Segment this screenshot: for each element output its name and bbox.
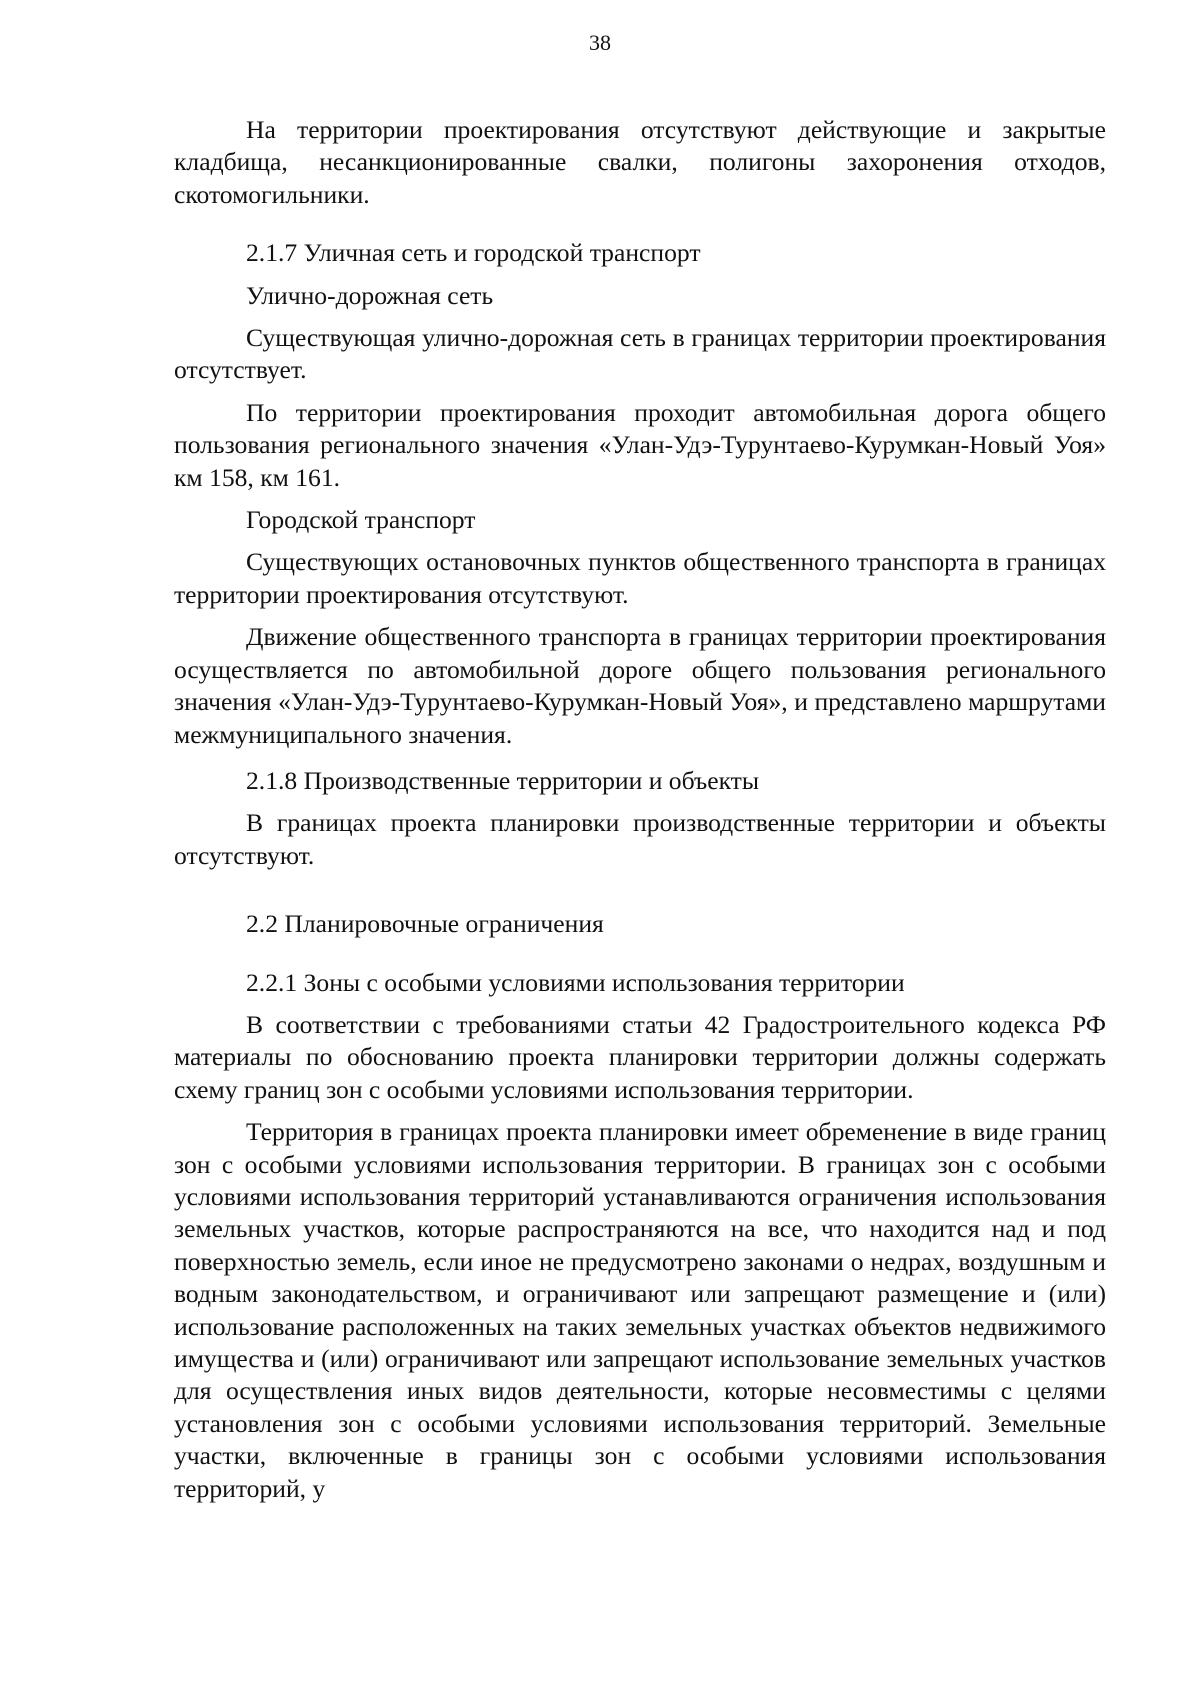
section-heading-2-1-7: 2.1.7 Уличная сеть и городской транспорт bbox=[246, 238, 701, 268]
paragraph-regional-road: По территории проектирования проходит автомобильная дорога общего пользования регионального значения «Улан-Удэ-Турунтаево-Курумкан-Новый Уоя» км 158, км 161. bbox=[174, 397, 1106, 492]
paragraph-no-industrial-territories: В границах проекта планировки производственные территории и объекты отсутствуют. bbox=[174, 808, 1106, 870]
subheading-city-transport: Городской транспорт bbox=[246, 505, 476, 535]
paragraph-public-transport-movement: Движение общественного транспорта в границах территории проектирования осуществляется по автомобильной дороге общего пользования регионального значения «Улан-Удэ-Турунтаево-Курумкан-Новый Уоя», и представлено маршрутами межмуниципального значения. bbox=[174, 622, 1106, 749]
page-number: 38 bbox=[589, 30, 611, 55]
section-heading-2-2-1: 2.2.1 Зоны с особыми условиями использования территории bbox=[246, 967, 905, 997]
paragraph-road-network-absent: Существующая улично-дорожная сеть в границах территории проектирования отсутствует. bbox=[174, 323, 1106, 385]
subheading-street-road-network: Улично-дорожная сеть bbox=[246, 280, 494, 310]
section-heading-2-1-8: 2.1.8 Производственные территории и объекты bbox=[246, 765, 760, 795]
paragraph-zone-restrictions: Территория в границах проекта планировки имеет обременение в виде границ зон с особыми условиями использования территории. В границах зон с особыми условиями использования территорий устанавливаются ограничения использования земельных участков, которые распространяются на все, что находится над и под поверхностью земель, если иное не предусмотрено законами о недрах, воздушным и водным законодательством, и ограничивают или запрещают размещение и (или) использование расположенных на таких земельных участках объектов недвижимого имущества и (или) ограничивают или запрещают использование земельных участков для осуществления иных видов деятельности, которые несовместимы с целями установления зон с особыми условиями использования территорий. Земельные участки, включенные в границы зон с особыми условиями использования территорий, у bbox=[174, 1117, 1106, 1503]
paragraph-article-42-requirements: В соответствии с требованиями статьи 42 Градостроительного кодекса РФ материалы по обоснованию проекта планировки территории должны содержать схему границ зон с особыми условиями использования территории. bbox=[174, 1009, 1106, 1104]
paragraph-no-cemeteries: На территории проектирования отсутствуют действующие и закрытые кладбища, несанкционированные свалки, полигоны захоронения отходов, скотомогильники. bbox=[174, 115, 1106, 209]
paragraph-no-transit-stops: Существующих остановочных пунктов общественного транспорта в границах территории проектирования отсутствуют. bbox=[174, 547, 1106, 609]
document-body bbox=[174, 114, 1106, 1505]
section-heading-2-2: 2.2 Планировочные ограничения bbox=[246, 909, 604, 939]
